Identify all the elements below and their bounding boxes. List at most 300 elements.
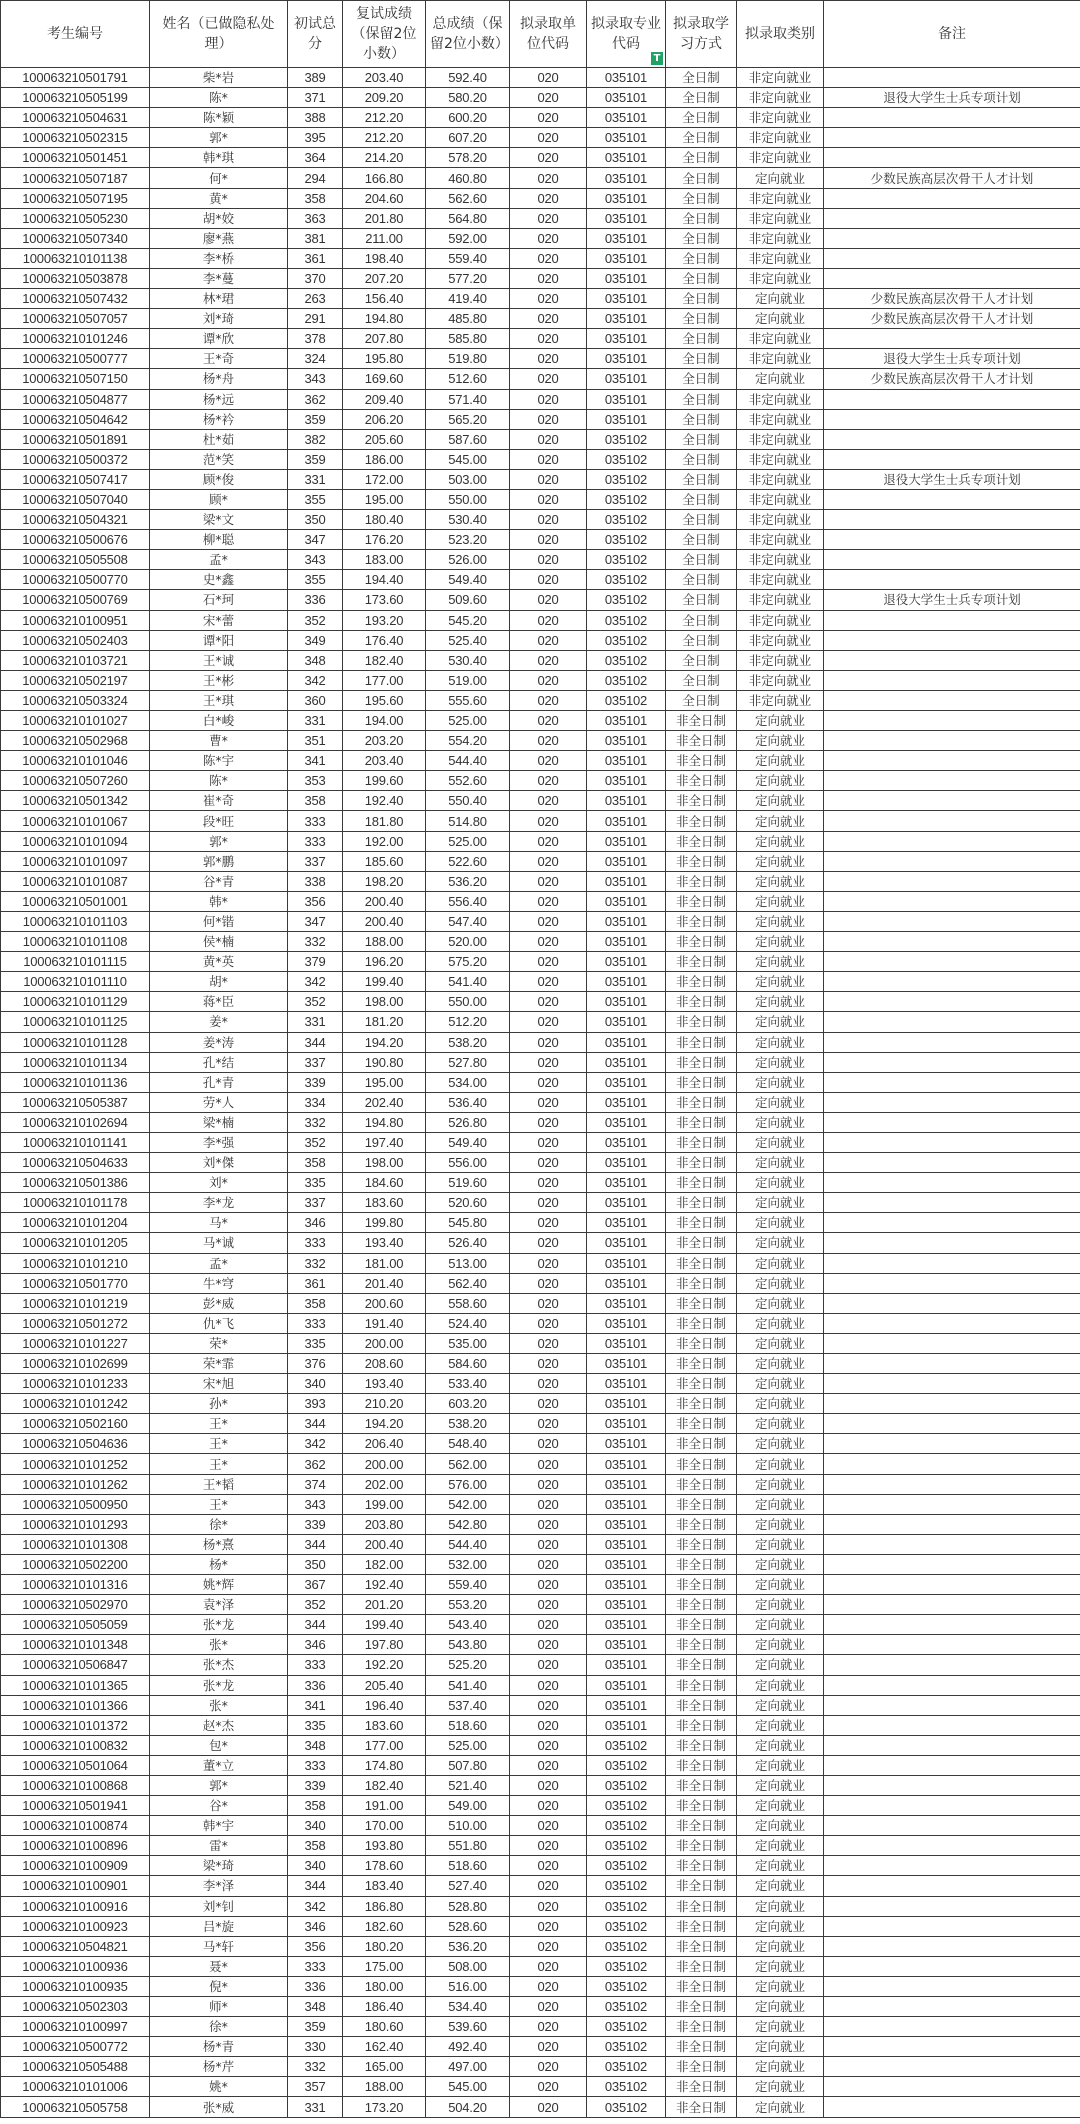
cell-student-id: 100063210504877 — [1, 389, 150, 409]
cell-study-mode: 全日制 — [666, 389, 737, 409]
cell-prelim-score: 350 — [288, 510, 343, 530]
cell-unit-code: 020 — [510, 1193, 587, 1213]
cell-total-score: 545.80 — [426, 1213, 510, 1233]
cell-student-id: 100063210500769 — [1, 590, 150, 610]
cell-student-name: 马*诚 — [150, 1233, 288, 1253]
cell-study-mode: 非全日制 — [666, 992, 737, 1012]
cell-student-id: 100063210101293 — [1, 1514, 150, 1534]
cell-student-name: 谭*阳 — [150, 630, 288, 650]
cell-prelim-score: 382 — [288, 429, 343, 449]
cell-total-score: 507.80 — [426, 1755, 510, 1775]
cell-remark — [824, 1153, 1080, 1173]
cell-major-code: 035102 — [587, 489, 666, 509]
table-row — [1, 429, 1080, 449]
cell-category: 定向就业 — [737, 1474, 824, 1494]
cell-student-name: 孟* — [150, 1253, 288, 1273]
cell-retest-score: 181.80 — [343, 811, 426, 831]
cell-major-code: 035101 — [587, 168, 666, 188]
cell-prelim-score: 291 — [288, 309, 343, 329]
cell-remark: 退役大学生士兵专项计划 — [824, 590, 1080, 610]
cell-remark: 退役大学生士兵专项计划 — [824, 469, 1080, 489]
cell-total-score: 527.40 — [426, 1876, 510, 1896]
cell-major-code: 035101 — [587, 952, 666, 972]
cell-major-code: 035101 — [587, 751, 666, 771]
table-row — [1, 1313, 1080, 1333]
cell-unit-code: 020 — [510, 1575, 587, 1595]
cell-retest-score: 172.00 — [343, 469, 426, 489]
cell-unit-code: 020 — [510, 570, 587, 590]
cell-student-id: 100063210101108 — [1, 932, 150, 952]
table-row — [1, 1836, 1080, 1856]
cell-total-score: 577.20 — [426, 268, 510, 288]
cell-total-score: 562.60 — [426, 188, 510, 208]
table-row — [1, 389, 1080, 409]
table-row — [1, 1876, 1080, 1896]
cell-student-name: 胡* — [150, 972, 288, 992]
cell-total-score: 539.60 — [426, 2017, 510, 2037]
cell-remark — [824, 851, 1080, 871]
cell-total-score: 556.40 — [426, 891, 510, 911]
cell-student-id: 100063210101094 — [1, 831, 150, 851]
table-row — [1, 550, 1080, 570]
cell-prelim-score: 332 — [288, 1253, 343, 1273]
table-row — [1, 1052, 1080, 1072]
cell-unit-code: 020 — [510, 1816, 587, 1836]
cell-retest-score: 197.40 — [343, 1132, 426, 1152]
cell-major-code: 035102 — [587, 1755, 666, 1775]
cell-student-id: 100063210505230 — [1, 208, 150, 228]
cell-major-code: 035102 — [587, 550, 666, 570]
cell-student-name: 姜*涛 — [150, 1032, 288, 1052]
cell-study-mode: 非全日制 — [666, 1755, 737, 1775]
table-row — [1, 1273, 1080, 1293]
cell-unit-code: 020 — [510, 1454, 587, 1474]
table-row — [1, 1816, 1080, 1836]
cell-remark — [824, 1856, 1080, 1876]
cell-category: 定向就业 — [737, 952, 824, 972]
cell-remark — [824, 1876, 1080, 1896]
cell-student-id: 100063210505059 — [1, 1615, 150, 1635]
cell-remark — [824, 1595, 1080, 1615]
cell-major-code: 035102 — [587, 1735, 666, 1755]
cell-total-score: 528.80 — [426, 1896, 510, 1916]
cell-major-code: 035101 — [587, 1534, 666, 1554]
cell-study-mode: 非全日制 — [666, 1474, 737, 1494]
cell-student-id: 100063210502197 — [1, 670, 150, 690]
cell-retest-score: 199.40 — [343, 1615, 426, 1635]
cell-retest-score: 198.00 — [343, 1153, 426, 1173]
cell-retest-score: 180.60 — [343, 2017, 426, 2037]
cell-unit-code: 020 — [510, 992, 587, 1012]
cell-unit-code: 020 — [510, 2037, 587, 2057]
cell-remark — [824, 610, 1080, 630]
cell-student-name: 张*龙 — [150, 1675, 288, 1695]
cell-retest-score: 192.00 — [343, 831, 426, 851]
cell-retest-score: 175.00 — [343, 1956, 426, 1976]
cell-student-name: 姚* — [150, 2077, 288, 2097]
cell-retest-score: 195.80 — [343, 349, 426, 369]
cell-retest-score: 184.60 — [343, 1173, 426, 1193]
table-row — [1, 1434, 1080, 1454]
cell-prelim-score: 361 — [288, 1273, 343, 1293]
cell-major-code: 035102 — [587, 1836, 666, 1856]
cell-total-score: 528.60 — [426, 1916, 510, 1936]
cell-remark — [824, 831, 1080, 851]
cell-unit-code: 020 — [510, 1072, 587, 1092]
cell-student-name: 王* — [150, 1454, 288, 1474]
cell-retest-score: 207.20 — [343, 268, 426, 288]
cell-total-score: 607.20 — [426, 128, 510, 148]
cell-retest-score: 162.40 — [343, 2037, 426, 2057]
cell-study-mode: 非全日制 — [666, 1132, 737, 1152]
cell-student-name: 杨*衿 — [150, 409, 288, 429]
cell-retest-score: 186.80 — [343, 1896, 426, 1916]
table-row — [1, 731, 1080, 751]
cell-study-mode: 非全日制 — [666, 1775, 737, 1795]
cell-retest-score: 180.00 — [343, 1976, 426, 1996]
table-row — [1, 510, 1080, 530]
cell-major-code: 035102 — [587, 429, 666, 449]
cell-major-code: 035101 — [587, 1675, 666, 1695]
cell-student-name: 柳*聪 — [150, 530, 288, 550]
cell-study-mode: 全日制 — [666, 590, 737, 610]
cell-study-mode: 非全日制 — [666, 1655, 737, 1675]
cell-study-mode: 非全日制 — [666, 1695, 737, 1715]
cell-prelim-score: 332 — [288, 2057, 343, 2077]
cell-student-name: 孟* — [150, 550, 288, 570]
table-row — [1, 1796, 1080, 1816]
cell-total-score: 549.00 — [426, 1796, 510, 1816]
cell-retest-score: 193.40 — [343, 1233, 426, 1253]
cell-unit-code: 020 — [510, 1173, 587, 1193]
cell-study-mode: 全日制 — [666, 510, 737, 530]
cell-major-code: 035102 — [587, 449, 666, 469]
cell-retest-score: 194.80 — [343, 1112, 426, 1132]
cell-retest-score: 207.80 — [343, 329, 426, 349]
cell-category: 定向就业 — [737, 1635, 824, 1655]
cell-major-code: 035102 — [587, 1876, 666, 1896]
cell-major-code: 035101 — [587, 1012, 666, 1032]
cell-total-score: 526.80 — [426, 1112, 510, 1132]
cell-retest-score: 180.20 — [343, 1936, 426, 1956]
cell-category: 定向就业 — [737, 1112, 824, 1132]
cell-total-score: 536.20 — [426, 871, 510, 891]
cell-student-id: 100063210101219 — [1, 1293, 150, 1313]
cell-remark — [824, 1414, 1080, 1434]
cell-student-name: 孙* — [150, 1394, 288, 1414]
cell-category: 定向就业 — [737, 1394, 824, 1414]
cell-total-score: 530.40 — [426, 510, 510, 530]
table-row — [1, 68, 1080, 88]
cell-total-score: 512.60 — [426, 369, 510, 389]
cell-student-id: 100063210500372 — [1, 449, 150, 469]
cell-retest-score: 200.40 — [343, 1534, 426, 1554]
table-row — [1, 711, 1080, 731]
cell-student-id: 100063210504821 — [1, 1936, 150, 1956]
table-row — [1, 590, 1080, 610]
cell-student-id: 100063210101233 — [1, 1374, 150, 1394]
cell-study-mode: 非全日制 — [666, 811, 737, 831]
cell-remark — [824, 108, 1080, 128]
cell-prelim-score: 356 — [288, 891, 343, 911]
cell-student-name: 谷*青 — [150, 871, 288, 891]
cell-total-score: 543.40 — [426, 1615, 510, 1635]
filter-icon[interactable]: T — [651, 52, 663, 65]
cell-category: 非定向就业 — [737, 349, 824, 369]
cell-category: 定向就业 — [737, 711, 824, 731]
cell-student-id: 100063210506847 — [1, 1655, 150, 1675]
cell-student-id: 100063210501001 — [1, 891, 150, 911]
cell-category: 定向就业 — [737, 1052, 824, 1072]
cell-major-code: 035101 — [587, 108, 666, 128]
cell-major-code: 035101 — [587, 851, 666, 871]
cell-remark — [824, 1293, 1080, 1313]
cell-major-code: 035101 — [587, 1354, 666, 1374]
cell-student-name: 史*鑫 — [150, 570, 288, 590]
table-row — [1, 228, 1080, 248]
cell-study-mode: 非全日制 — [666, 1032, 737, 1052]
cell-remark — [824, 1333, 1080, 1353]
cell-unit-code: 020 — [510, 1293, 587, 1313]
cell-unit-code: 020 — [510, 108, 587, 128]
cell-study-mode: 非全日制 — [666, 1896, 737, 1916]
cell-retest-score: 182.40 — [343, 1775, 426, 1795]
cell-student-name: 师* — [150, 1997, 288, 2017]
cell-student-id: 100063210505199 — [1, 88, 150, 108]
cell-retest-score: 192.40 — [343, 791, 426, 811]
cell-major-code: 035101 — [587, 1695, 666, 1715]
cell-total-score: 562.40 — [426, 1273, 510, 1293]
cell-study-mode: 非全日制 — [666, 1494, 737, 1514]
cell-prelim-score: 333 — [288, 1233, 343, 1253]
cell-unit-code: 020 — [510, 1112, 587, 1132]
cell-category: 定向就业 — [737, 771, 824, 791]
cell-student-id: 100063210501891 — [1, 429, 150, 449]
cell-major-code: 035102 — [587, 1856, 666, 1876]
cell-student-id: 100063210101348 — [1, 1635, 150, 1655]
cell-study-mode: 全日制 — [666, 268, 737, 288]
cell-student-id: 100063210507187 — [1, 168, 150, 188]
cell-unit-code: 020 — [510, 309, 587, 329]
cell-remark — [824, 68, 1080, 88]
cell-student-id: 100063210100901 — [1, 1876, 150, 1896]
cell-remark — [824, 1615, 1080, 1635]
cell-unit-code: 020 — [510, 1012, 587, 1032]
cell-student-id: 100063210502968 — [1, 731, 150, 751]
cell-remark — [824, 570, 1080, 590]
cell-retest-score: 201.80 — [343, 208, 426, 228]
cell-student-name: 韩*宇 — [150, 1816, 288, 1836]
cell-study-mode: 全日制 — [666, 530, 737, 550]
cell-student-id: 100063210503324 — [1, 690, 150, 710]
table-row — [1, 992, 1080, 1012]
cell-unit-code: 020 — [510, 1595, 587, 1615]
cell-retest-score: 203.20 — [343, 731, 426, 751]
cell-study-mode: 全日制 — [666, 610, 737, 630]
cell-student-id: 100063210500777 — [1, 349, 150, 369]
table-row — [1, 771, 1080, 791]
cell-unit-code: 020 — [510, 1615, 587, 1635]
cell-study-mode: 非全日制 — [666, 1052, 737, 1072]
cell-retest-score: 204.60 — [343, 188, 426, 208]
cell-major-code: 035102 — [587, 630, 666, 650]
cell-retest-score: 209.20 — [343, 88, 426, 108]
cell-category: 非定向就业 — [737, 429, 824, 449]
cell-prelim-score: 333 — [288, 811, 343, 831]
cell-total-score: 584.60 — [426, 1354, 510, 1374]
cell-prelim-score: 324 — [288, 349, 343, 369]
cell-category: 定向就业 — [737, 1554, 824, 1574]
header-total-score: 总成绩（保留2位小数） — [426, 1, 510, 68]
cell-student-id: 100063210505508 — [1, 550, 150, 570]
cell-retest-score: 200.40 — [343, 911, 426, 931]
cell-total-score: 548.40 — [426, 1434, 510, 1454]
cell-category: 定向就业 — [737, 731, 824, 751]
cell-total-score: 554.20 — [426, 731, 510, 751]
cell-student-name: 段*旺 — [150, 811, 288, 831]
cell-major-code: 035101 — [587, 389, 666, 409]
cell-remark — [824, 1936, 1080, 1956]
cell-prelim-score: 342 — [288, 1896, 343, 1916]
cell-retest-score: 193.20 — [343, 610, 426, 630]
cell-study-mode: 全日制 — [666, 309, 737, 329]
cell-major-code: 035102 — [587, 1997, 666, 2017]
cell-student-name: 徐* — [150, 2017, 288, 2037]
cell-student-name: 侯*楠 — [150, 932, 288, 952]
cell-prelim-score: 331 — [288, 1012, 343, 1032]
cell-unit-code: 020 — [510, 168, 587, 188]
cell-major-code: 035101 — [587, 1434, 666, 1454]
cell-category: 定向就业 — [737, 1173, 824, 1193]
cell-total-score: 585.80 — [426, 329, 510, 349]
cell-category: 非定向就业 — [737, 268, 824, 288]
cell-unit-code: 020 — [510, 1333, 587, 1353]
cell-total-score: 527.80 — [426, 1052, 510, 1072]
cell-total-score: 520.00 — [426, 932, 510, 952]
table-row — [1, 610, 1080, 630]
cell-category: 定向就业 — [737, 369, 824, 389]
table-row — [1, 2057, 1080, 2077]
cell-study-mode: 非全日制 — [666, 1735, 737, 1755]
header-row — [1, 1, 1080, 68]
cell-retest-score: 176.40 — [343, 630, 426, 650]
cell-student-name: 杨*熹 — [150, 1534, 288, 1554]
cell-total-score: 508.00 — [426, 1956, 510, 1976]
cell-study-mode: 非全日制 — [666, 2097, 737, 2117]
cell-student-name: 王*琪 — [150, 690, 288, 710]
table-row — [1, 489, 1080, 509]
cell-remark — [824, 1253, 1080, 1273]
cell-category: 定向就业 — [737, 1735, 824, 1755]
cell-total-score: 536.40 — [426, 1092, 510, 1112]
cell-prelim-score: 344 — [288, 1615, 343, 1635]
cell-category: 定向就业 — [737, 1997, 824, 2017]
cell-study-mode: 非全日制 — [666, 1313, 737, 1333]
header-major-code: 拟录取专业代码 T — [587, 1, 666, 68]
cell-category: 定向就业 — [737, 1615, 824, 1635]
table-row — [1, 1775, 1080, 1795]
cell-major-code: 035101 — [587, 1153, 666, 1173]
cell-student-id: 100063210507057 — [1, 309, 150, 329]
cell-retest-score: 191.00 — [343, 1796, 426, 1816]
cell-student-name: 何* — [150, 168, 288, 188]
cell-student-name: 陈*颖 — [150, 108, 288, 128]
cell-prelim-score: 358 — [288, 188, 343, 208]
table-row — [1, 1675, 1080, 1695]
cell-unit-code: 020 — [510, 1514, 587, 1534]
cell-category: 定向就业 — [737, 1092, 824, 1112]
cell-retest-score: 178.60 — [343, 1856, 426, 1876]
cell-total-score: 544.40 — [426, 751, 510, 771]
cell-unit-code: 020 — [510, 1836, 587, 1856]
cell-unit-code: 020 — [510, 1554, 587, 1574]
cell-remark — [824, 1896, 1080, 1916]
cell-major-code: 035101 — [587, 88, 666, 108]
cell-study-mode: 非全日制 — [666, 2077, 737, 2097]
cell-retest-score: 193.80 — [343, 1836, 426, 1856]
cell-unit-code: 020 — [510, 550, 587, 570]
table-row — [1, 1253, 1080, 1273]
cell-study-mode: 全日制 — [666, 409, 737, 429]
cell-prelim-score: 337 — [288, 851, 343, 871]
cell-major-code: 035101 — [587, 68, 666, 88]
cell-major-code: 035101 — [587, 1414, 666, 1434]
cell-category: 定向就业 — [737, 1032, 824, 1052]
cell-unit-code: 020 — [510, 469, 587, 489]
cell-category: 非定向就业 — [737, 148, 824, 168]
cell-total-score: 521.40 — [426, 1775, 510, 1795]
cell-student-id: 100063210507150 — [1, 369, 150, 389]
table-row — [1, 1193, 1080, 1213]
cell-category: 定向就业 — [737, 1876, 824, 1896]
cell-study-mode: 非全日制 — [666, 711, 737, 731]
cell-study-mode: 非全日制 — [666, 1354, 737, 1374]
cell-category: 定向就业 — [737, 1293, 824, 1313]
cell-category: 非定向就业 — [737, 489, 824, 509]
cell-total-score: 525.20 — [426, 1655, 510, 1675]
cell-major-code: 035101 — [587, 349, 666, 369]
cell-major-code: 035101 — [587, 1092, 666, 1112]
cell-major-code: 035101 — [587, 771, 666, 791]
cell-unit-code: 020 — [510, 690, 587, 710]
cell-study-mode: 全日制 — [666, 128, 737, 148]
cell-total-score: 552.60 — [426, 771, 510, 791]
cell-major-code: 035102 — [587, 2097, 666, 2117]
cell-study-mode: 非全日制 — [666, 1213, 737, 1233]
cell-prelim-score: 340 — [288, 1374, 343, 1394]
cell-unit-code: 020 — [510, 610, 587, 630]
cell-student-id: 100063210505488 — [1, 2057, 150, 2077]
cell-study-mode: 非全日制 — [666, 1856, 737, 1876]
cell-category: 非定向就业 — [737, 670, 824, 690]
cell-unit-code: 020 — [510, 1956, 587, 1976]
cell-category: 定向就业 — [737, 1755, 824, 1775]
cell-study-mode: 全日制 — [666, 369, 737, 389]
cell-total-score: 510.00 — [426, 1816, 510, 1836]
cell-total-score: 565.20 — [426, 409, 510, 429]
table-row — [1, 570, 1080, 590]
cell-study-mode: 非全日制 — [666, 1092, 737, 1112]
cell-retest-score: 212.20 — [343, 128, 426, 148]
cell-student-name: 彭*威 — [150, 1293, 288, 1313]
cell-retest-score: 181.00 — [343, 1253, 426, 1273]
cell-student-name: 荣*霏 — [150, 1354, 288, 1374]
cell-category: 非定向就业 — [737, 630, 824, 650]
cell-prelim-score: 336 — [288, 1976, 343, 1996]
cell-study-mode: 非全日制 — [666, 1072, 737, 1092]
cell-unit-code: 020 — [510, 1153, 587, 1173]
cell-total-score: 592.40 — [426, 68, 510, 88]
